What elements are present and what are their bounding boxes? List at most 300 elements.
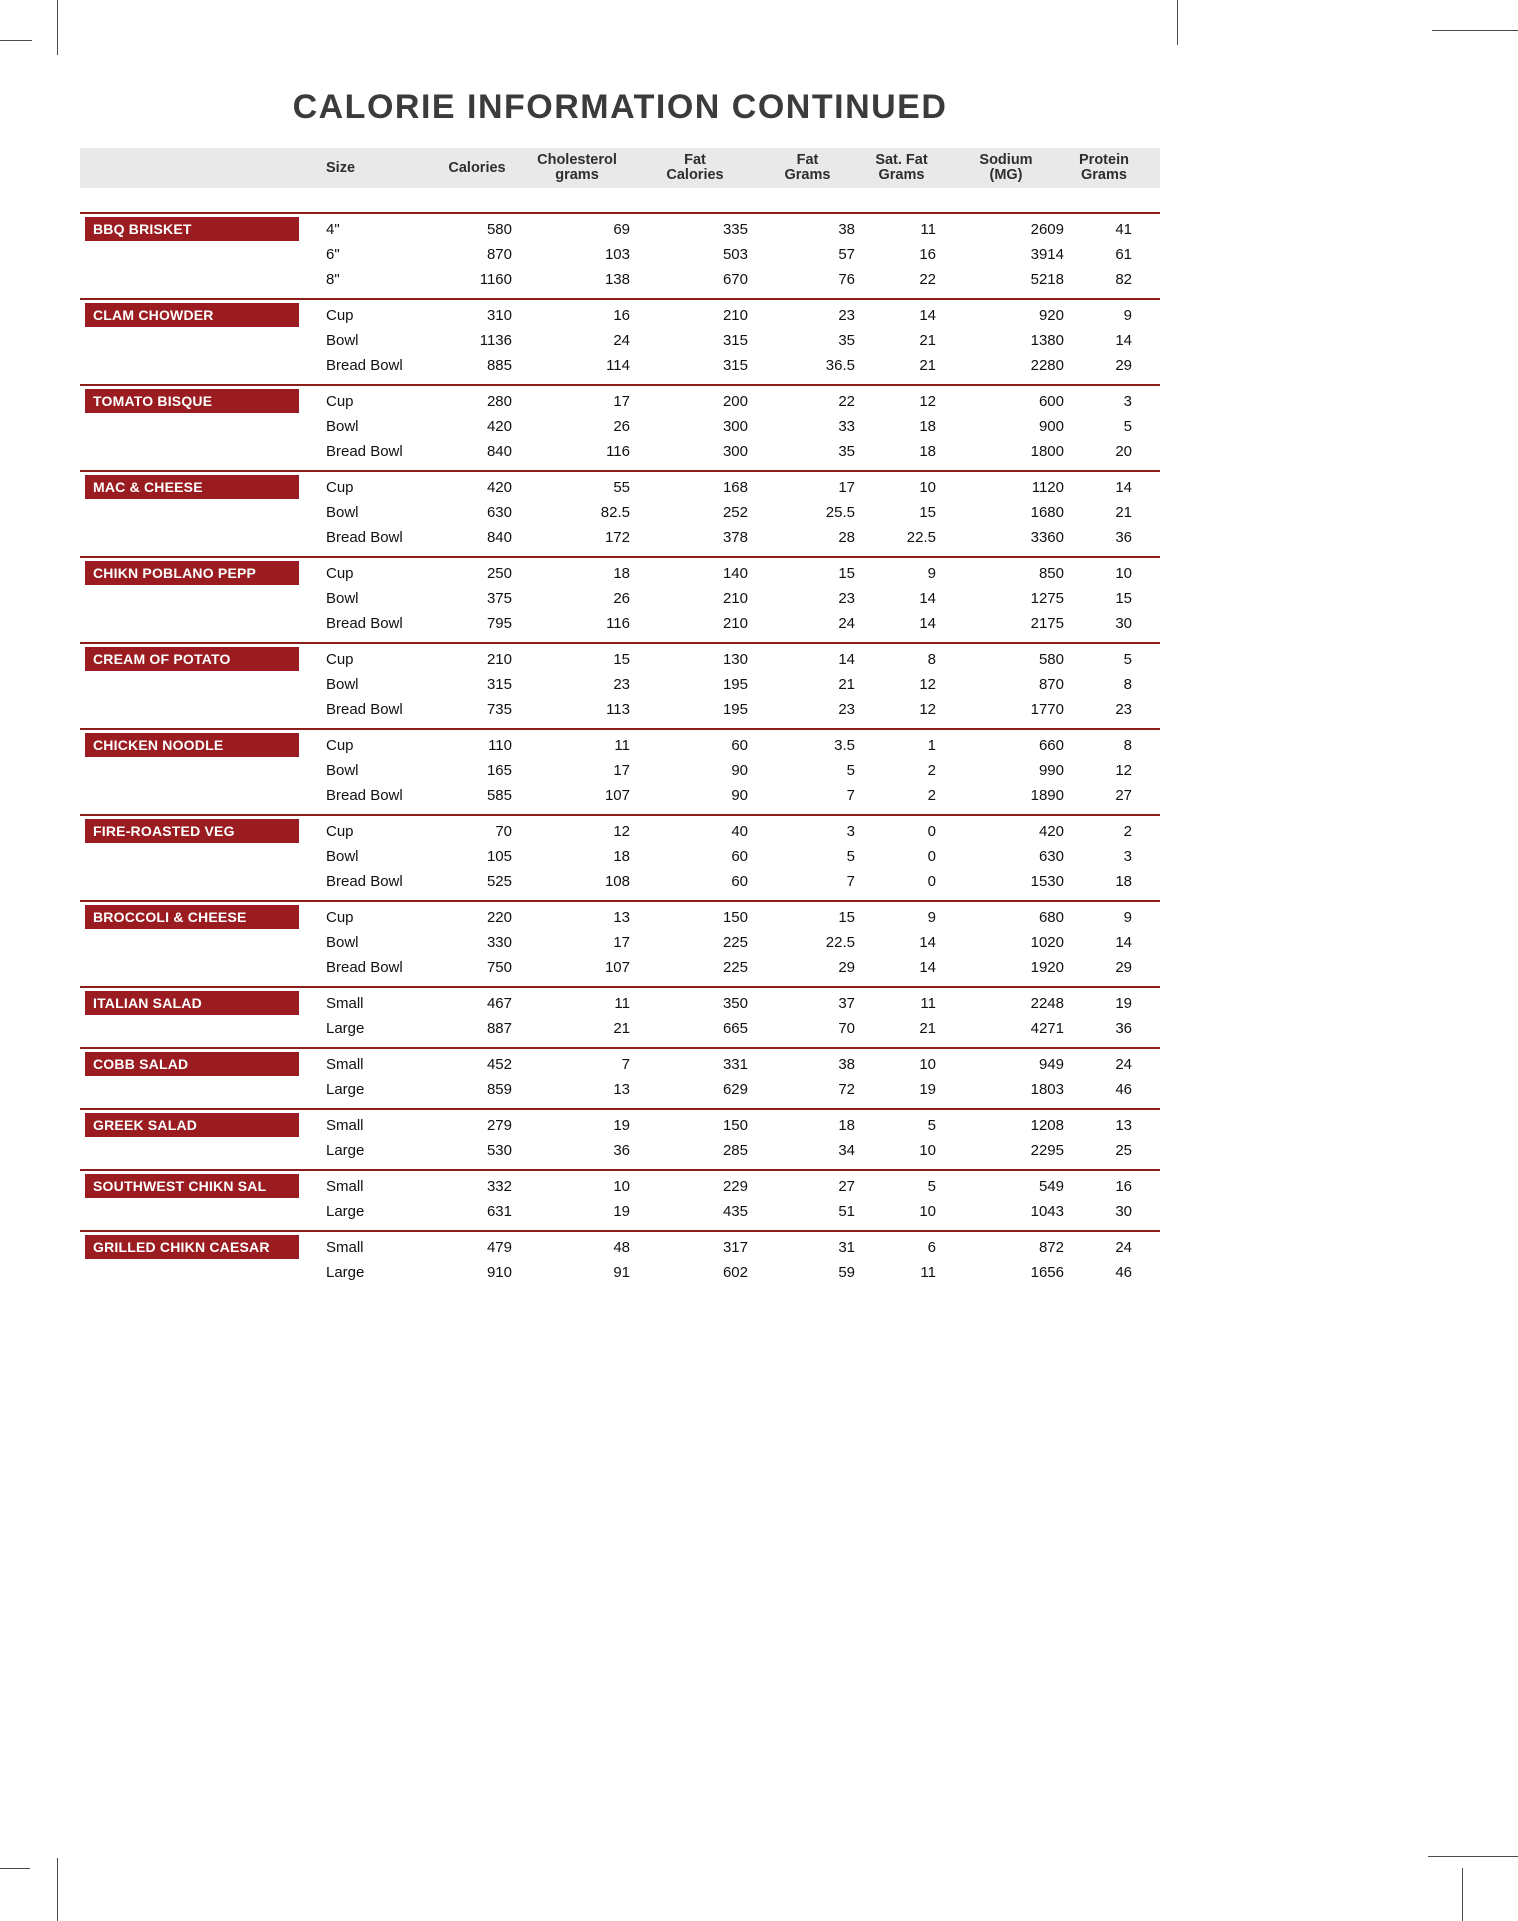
section-label: CLAM CHOWDER	[85, 303, 299, 327]
label-cell	[80, 242, 320, 267]
table-header	[80, 148, 1160, 188]
menu-section	[80, 814, 1160, 900]
column-header-line: Grams	[1081, 167, 1127, 183]
table-row	[80, 697, 1160, 722]
column-header-line: (MG)	[989, 167, 1023, 183]
value-cell: 735	[486, 701, 512, 718]
value-cell: 70	[838, 1020, 855, 1037]
table-row	[80, 783, 1160, 808]
value-cell: 9	[927, 909, 936, 926]
column-header-line: Sat. Fat	[875, 152, 928, 168]
value-cell: 315	[722, 332, 748, 349]
value-cell: 887	[486, 1020, 512, 1037]
value-cell: 229	[722, 1178, 748, 1195]
label-cell	[80, 647, 320, 672]
table-row	[80, 869, 1160, 894]
value-cell: 22	[838, 393, 855, 410]
nutrition-table	[80, 148, 1160, 1291]
size-cell: Bowl	[326, 504, 359, 521]
column-header-line: Fat	[796, 152, 819, 168]
value-cell: 29	[1115, 959, 1132, 976]
value-cell: 27	[1115, 787, 1132, 804]
table-row	[80, 439, 1160, 464]
value-cell: 37	[838, 995, 855, 1012]
value-cell: 5	[1123, 651, 1132, 668]
menu-section	[80, 384, 1160, 470]
value-cell: 12	[613, 823, 630, 840]
value-cell: 840	[486, 529, 512, 546]
size-cell: Bowl	[326, 762, 359, 779]
value-cell: 660	[1038, 737, 1064, 754]
table-row	[80, 955, 1160, 980]
value-cell: 17	[838, 479, 855, 496]
value-cell: 2175	[1030, 615, 1064, 632]
crop-mark	[57, 0, 58, 55]
value-cell: 331	[722, 1056, 748, 1073]
table-row	[80, 1235, 1160, 1260]
value-cell: 10	[919, 1203, 936, 1220]
section-label: CREAM OF POTATO	[85, 647, 299, 671]
value-cell: 195	[722, 701, 748, 718]
value-cell: 34	[838, 1142, 855, 1159]
value-cell: 15	[919, 504, 936, 521]
value-cell: 22.5	[906, 529, 936, 546]
label-cell	[80, 1260, 320, 1285]
size-cell: Cup	[326, 651, 354, 668]
table-row	[80, 758, 1160, 783]
section-label: TOMATO BISQUE	[85, 389, 299, 413]
value-cell: 15	[1115, 590, 1132, 607]
value-cell: 19	[613, 1117, 630, 1134]
label-cell	[80, 439, 320, 464]
value-cell: 165	[486, 762, 512, 779]
menu-section	[80, 900, 1160, 986]
value-cell: 850	[1038, 565, 1064, 582]
value-cell: 330	[486, 934, 512, 951]
size-cell: Bowl	[326, 590, 359, 607]
value-cell: 35	[838, 332, 855, 349]
column-header-line: Calories	[666, 167, 724, 183]
value-cell: 38	[838, 221, 855, 238]
value-cell: 10	[1115, 565, 1132, 582]
value-cell: 467	[486, 995, 512, 1012]
column-header	[320, 161, 436, 176]
label-cell	[80, 672, 320, 697]
value-cell: 670	[722, 271, 748, 288]
table-row	[80, 991, 1160, 1016]
value-cell: 210	[722, 590, 748, 607]
value-cell: 107	[604, 787, 630, 804]
value-cell: 46	[1115, 1264, 1132, 1281]
value-cell: 479	[486, 1239, 512, 1256]
value-cell: 530	[486, 1142, 512, 1159]
value-cell: 1770	[1030, 701, 1064, 718]
value-cell: 28	[838, 529, 855, 546]
value-cell: 631	[486, 1203, 512, 1220]
value-cell: 5	[927, 1117, 936, 1134]
value-cell: 11	[614, 737, 630, 754]
value-cell: 22	[919, 271, 936, 288]
size-cell: Cup	[326, 565, 354, 582]
value-cell: 503	[722, 246, 748, 263]
size-cell: Bowl	[326, 332, 359, 349]
value-cell: 12	[1115, 762, 1132, 779]
value-cell: 5218	[1030, 271, 1064, 288]
value-cell: 18	[613, 848, 630, 865]
value-cell: 602	[722, 1264, 748, 1281]
column-header-line: Grams	[784, 167, 831, 183]
value-cell: 6	[927, 1239, 936, 1256]
label-cell	[80, 869, 320, 894]
table-row	[80, 500, 1160, 525]
value-cell: 317	[722, 1239, 748, 1256]
value-cell: 2	[927, 762, 936, 779]
size-cell: Bowl	[326, 934, 359, 951]
label-cell	[80, 389, 320, 414]
label-cell	[80, 819, 320, 844]
table-row	[80, 525, 1160, 550]
value-cell: 210	[486, 651, 512, 668]
value-cell: 900	[1038, 418, 1064, 435]
value-cell: 13	[613, 1081, 630, 1098]
size-cell: Bowl	[326, 676, 359, 693]
column-header-line: Fat	[684, 152, 706, 168]
value-cell: 19	[919, 1081, 936, 1098]
value-cell: 14	[919, 934, 936, 951]
value-cell: 225	[722, 934, 748, 951]
value-cell: 11	[920, 1264, 936, 1281]
size-cell: Bread Bowl	[326, 615, 403, 632]
crop-mark	[1428, 1856, 1518, 1857]
value-cell: 3	[846, 823, 855, 840]
label-cell	[80, 733, 320, 758]
value-cell: 1803	[1030, 1081, 1064, 1098]
value-cell: 29	[1115, 357, 1132, 374]
value-cell: 11	[614, 995, 630, 1012]
size-cell: Small	[326, 1117, 364, 1134]
value-cell: 3.5	[834, 737, 855, 754]
value-cell: 580	[486, 221, 512, 238]
value-cell: 750	[486, 959, 512, 976]
value-cell: 10	[919, 479, 936, 496]
value-cell: 19	[613, 1203, 630, 1220]
value-cell: 14	[1115, 934, 1132, 951]
value-cell: 1020	[1030, 934, 1064, 951]
label-cell	[80, 414, 320, 439]
value-cell: 27	[838, 1178, 855, 1195]
value-cell: 107	[604, 959, 630, 976]
value-cell: 2	[927, 787, 936, 804]
table-row	[80, 328, 1160, 353]
label-cell	[80, 1199, 320, 1224]
value-cell: 36	[613, 1142, 630, 1159]
value-cell: 335	[722, 221, 748, 238]
value-cell: 630	[1038, 848, 1064, 865]
size-cell: Cup	[326, 307, 354, 324]
value-cell: 5	[1123, 418, 1132, 435]
label-cell	[80, 955, 320, 980]
value-cell: 420	[486, 418, 512, 435]
label-cell	[80, 586, 320, 611]
value-cell: 210	[722, 615, 748, 632]
value-cell: 22.5	[825, 934, 855, 951]
value-cell: 949	[1038, 1056, 1064, 1073]
value-cell: 25	[1115, 1142, 1132, 1159]
value-cell: 116	[606, 615, 630, 632]
menu-section	[80, 1169, 1160, 1230]
table-row	[80, 475, 1160, 500]
value-cell: 82.5	[600, 504, 630, 521]
value-cell: 25.5	[825, 504, 855, 521]
label-cell	[80, 991, 320, 1016]
value-cell: 35	[838, 443, 855, 460]
table-row	[80, 267, 1160, 292]
table-row	[80, 586, 1160, 611]
value-cell: 21	[613, 1020, 630, 1037]
value-cell: 70	[495, 823, 512, 840]
value-cell: 16	[1115, 1178, 1132, 1195]
value-cell: 23	[838, 590, 855, 607]
table-row	[80, 389, 1160, 414]
value-cell: 150	[722, 909, 748, 926]
size-cell: Bowl	[326, 418, 359, 435]
value-cell: 19	[1115, 995, 1132, 1012]
section-label: FIRE-ROASTED VEG	[85, 819, 299, 843]
value-cell: 76	[838, 271, 855, 288]
value-cell: 36	[1115, 529, 1132, 546]
value-cell: 12	[919, 676, 936, 693]
value-cell: 21	[919, 332, 936, 349]
section-label: MAC & CHEESE	[85, 475, 299, 499]
value-cell: 300	[722, 418, 748, 435]
size-cell: Cup	[326, 909, 354, 926]
value-cell: 795	[486, 615, 512, 632]
value-cell: 315	[486, 676, 512, 693]
value-cell: 350	[722, 995, 748, 1012]
value-cell: 38	[838, 1056, 855, 1073]
crop-mark	[1462, 1868, 1463, 1921]
value-cell: 30	[1115, 615, 1132, 632]
value-cell: 9	[1123, 307, 1132, 324]
label-cell	[80, 1138, 320, 1163]
table-row	[80, 1199, 1160, 1224]
value-cell: 0	[927, 823, 936, 840]
label-cell	[80, 303, 320, 328]
value-cell: 629	[722, 1081, 748, 1098]
value-cell: 61	[1115, 246, 1132, 263]
value-cell: 195	[722, 676, 748, 693]
value-cell: 14	[919, 307, 936, 324]
value-cell: 14	[1115, 479, 1132, 496]
value-cell: 26	[613, 590, 630, 607]
value-cell: 310	[486, 307, 512, 324]
value-cell: 680	[1038, 909, 1064, 926]
label-cell	[80, 500, 320, 525]
value-cell: 21	[838, 676, 855, 693]
value-cell: 138	[604, 271, 630, 288]
label-cell	[80, 930, 320, 955]
value-cell: 14	[838, 651, 855, 668]
value-cell: 23	[613, 676, 630, 693]
value-cell: 116	[606, 443, 630, 460]
value-cell: 55	[613, 479, 630, 496]
value-cell: 40	[731, 823, 748, 840]
value-cell: 51	[838, 1203, 855, 1220]
value-cell: 110	[488, 737, 512, 754]
value-cell: 1136	[479, 332, 512, 349]
value-cell: 24	[1115, 1056, 1132, 1073]
value-cell: 10	[613, 1178, 630, 1195]
value-cell: 420	[1038, 823, 1064, 840]
size-cell: Large	[326, 1203, 365, 1220]
section-label: GRILLED CHIKN CAESAR	[85, 1235, 299, 1259]
value-cell: 82	[1115, 271, 1132, 288]
size-cell: Bread Bowl	[326, 873, 403, 890]
label-cell	[80, 561, 320, 586]
table-row	[80, 611, 1160, 636]
size-cell: Small	[326, 1239, 364, 1256]
menu-section	[80, 1047, 1160, 1108]
value-cell: 21	[1115, 504, 1132, 521]
table-body	[80, 212, 1160, 1291]
value-cell: 15	[613, 651, 630, 668]
value-cell: 2	[1123, 823, 1132, 840]
table-row	[80, 672, 1160, 697]
table-row	[80, 647, 1160, 672]
size-cell: Bread Bowl	[326, 529, 403, 546]
value-cell: 26	[613, 418, 630, 435]
value-cell: 23	[838, 307, 855, 324]
value-cell: 18	[838, 1117, 855, 1134]
value-cell: 16	[613, 307, 630, 324]
value-cell: 18	[919, 443, 936, 460]
table-row	[80, 1138, 1160, 1163]
value-cell: 990	[1038, 762, 1064, 779]
value-cell: 3360	[1030, 529, 1064, 546]
table-row	[80, 217, 1160, 242]
value-cell: 250	[486, 565, 512, 582]
table-row	[80, 733, 1160, 758]
label-cell	[80, 353, 320, 378]
crop-mark	[0, 40, 32, 41]
table-row	[80, 905, 1160, 930]
value-cell: 113	[606, 701, 630, 718]
value-cell: 870	[486, 246, 512, 263]
value-cell: 1	[927, 737, 936, 754]
value-cell: 200	[722, 393, 748, 410]
value-cell: 378	[722, 529, 748, 546]
label-cell	[80, 1174, 320, 1199]
section-label: BBQ BRISKET	[85, 217, 299, 241]
size-cell: Large	[326, 1264, 365, 1281]
value-cell: 885	[486, 357, 512, 374]
label-cell	[80, 1052, 320, 1077]
value-cell: 3	[1123, 393, 1132, 410]
menu-section	[80, 642, 1160, 728]
value-cell: 21	[919, 357, 936, 374]
size-cell: Cup	[326, 737, 354, 754]
value-cell: 1160	[479, 271, 512, 288]
value-cell: 14	[1115, 332, 1132, 349]
value-cell: 7	[846, 873, 855, 890]
menu-section	[80, 470, 1160, 556]
value-cell: 9	[927, 565, 936, 582]
value-cell: 375	[486, 590, 512, 607]
table-row	[80, 1077, 1160, 1102]
value-cell: 130	[722, 651, 748, 668]
section-label: BROCCOLI & CHEESE	[85, 905, 299, 929]
column-header-line: Sodium	[979, 152, 1033, 168]
value-cell: 60	[731, 737, 748, 754]
value-cell: 7	[621, 1056, 630, 1073]
value-cell: 10	[919, 1056, 936, 1073]
value-cell: 41	[1115, 221, 1132, 238]
size-cell: Bread Bowl	[326, 357, 403, 374]
label-cell	[80, 783, 320, 808]
size-cell: Large	[326, 1142, 365, 1159]
value-cell: 1275	[1030, 590, 1064, 607]
value-cell: 859	[486, 1081, 512, 1098]
size-cell: Cup	[326, 823, 354, 840]
value-cell: 435	[722, 1203, 748, 1220]
column-header-line: Calories	[448, 159, 506, 176]
menu-section	[80, 1230, 1160, 1291]
section-label: GREEK SALAD	[85, 1113, 299, 1137]
section-label: CHICKEN NOODLE	[85, 733, 299, 757]
column-header	[436, 161, 518, 176]
value-cell: 23	[1115, 701, 1132, 718]
menu-section	[80, 986, 1160, 1047]
value-cell: 870	[1038, 676, 1064, 693]
value-cell: 1656	[1030, 1264, 1064, 1281]
table-row	[80, 1174, 1160, 1199]
value-cell: 13	[613, 909, 630, 926]
value-cell: 0	[927, 848, 936, 865]
value-cell: 0	[927, 873, 936, 890]
size-cell: Small	[326, 1056, 364, 1073]
label-cell	[80, 905, 320, 930]
label-cell	[80, 475, 320, 500]
value-cell: 18	[613, 565, 630, 582]
value-cell: 8	[927, 651, 936, 668]
value-cell: 36	[1115, 1020, 1132, 1037]
value-cell: 30	[1115, 1203, 1132, 1220]
value-cell: 91	[613, 1264, 630, 1281]
value-cell: 600	[1038, 393, 1064, 410]
value-cell: 1890	[1030, 787, 1064, 804]
value-cell: 1800	[1030, 443, 1064, 460]
value-cell: 220	[486, 909, 512, 926]
table-row	[80, 1016, 1160, 1041]
label-cell	[80, 697, 320, 722]
size-cell: 4"	[326, 221, 340, 238]
value-cell: 90	[731, 762, 748, 779]
table-row	[80, 819, 1160, 844]
value-cell: 15	[838, 565, 855, 582]
label-cell	[80, 217, 320, 242]
value-cell: 168	[722, 479, 748, 496]
menu-section	[80, 556, 1160, 642]
value-cell: 630	[486, 504, 512, 521]
menu-section	[80, 212, 1160, 298]
value-cell: 2609	[1030, 221, 1064, 238]
crop-mark	[1432, 30, 1518, 31]
value-cell: 24	[838, 615, 855, 632]
value-cell: 57	[838, 246, 855, 263]
value-cell: 332	[486, 1178, 512, 1195]
value-cell: 2295	[1030, 1142, 1064, 1159]
value-cell: 8	[1123, 676, 1132, 693]
